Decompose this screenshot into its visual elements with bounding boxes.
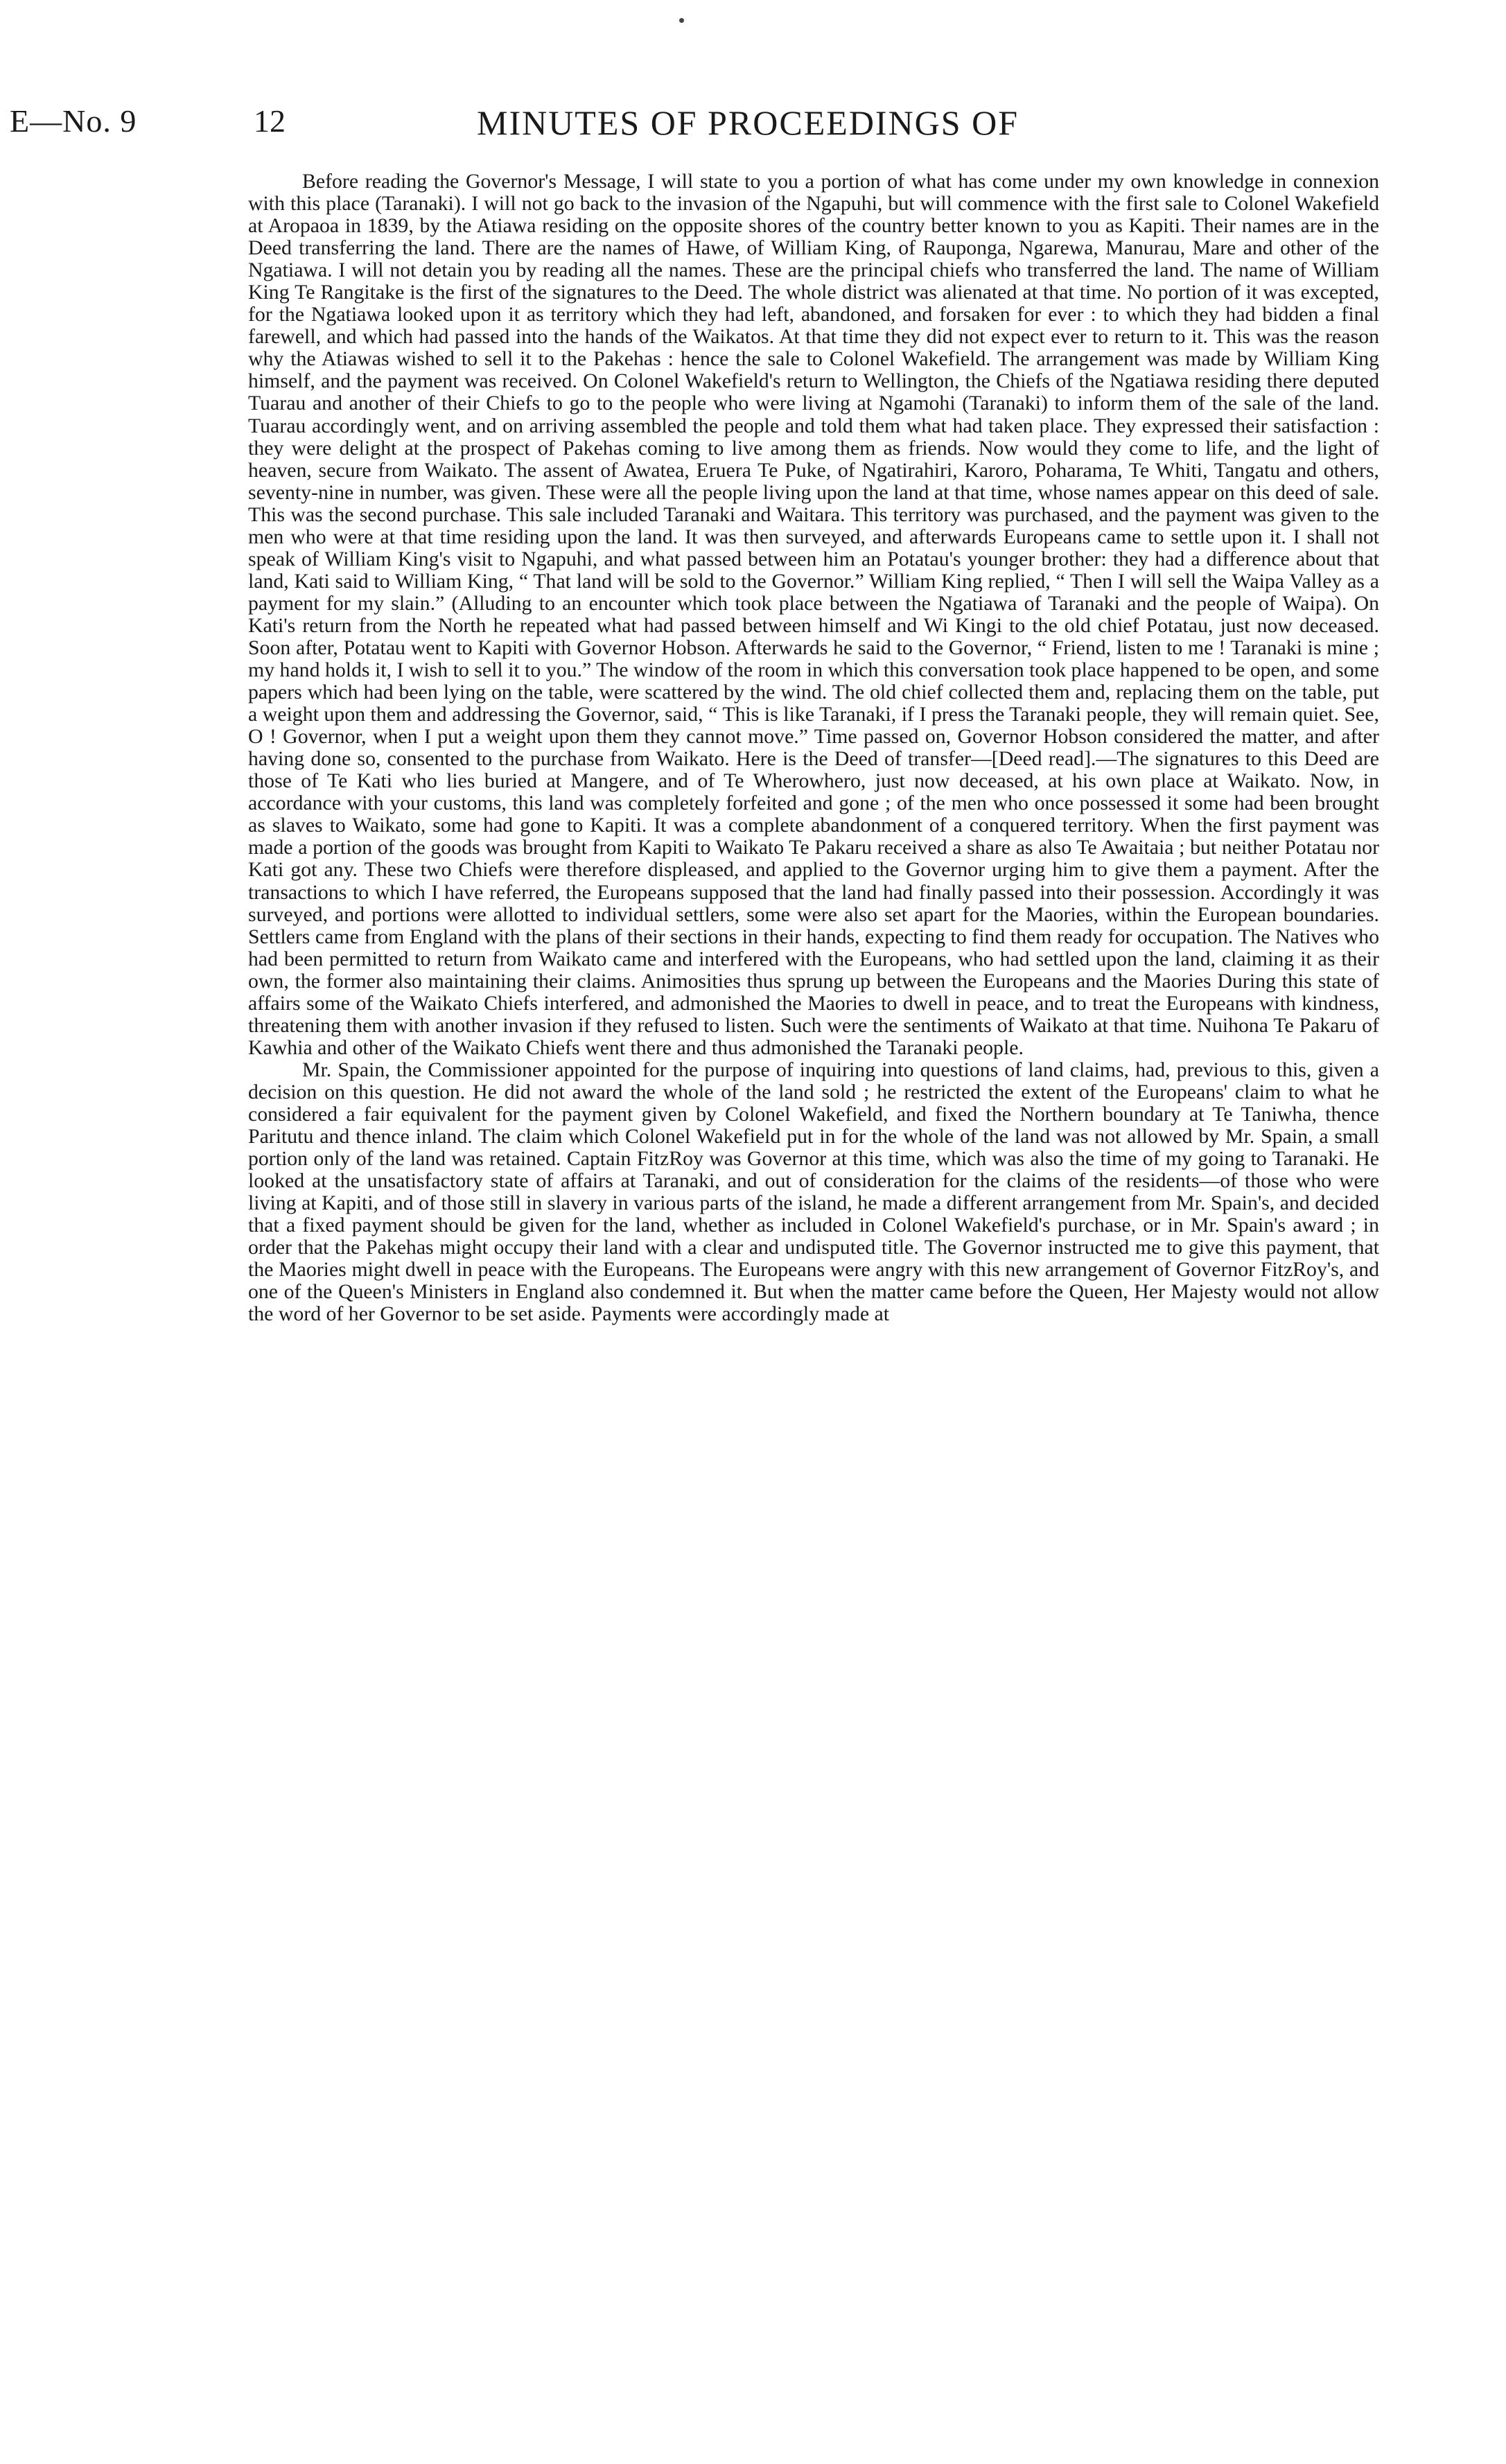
page-number: 12 <box>254 103 286 139</box>
paragraph-2: Mr. Spain, the Commissioner appointed for the purpose of inquiring into questions of land claims, had, previous to this, given a decision on this question. He did not award the whole of the land sold ; he restricted the extent of the Europeans' claim to what he considered a fair equivalent for the payment given by Colonel Wakefield, and fixed the Northern boundary at Te Taniwha, thence Paritutu and thence inland. The claim which Colonel Wakefield put in for the whole of the land was not allowed by Mr. Spain, a small portion only of the land was retained. Captain FitzRoy was Governor at this time, which was also the time of my going to Taranaki. He looked at the unsatisfactory state of affairs at Taranaki, and out of consideration for the claims of the residents—of those who were living at Kapiti, and of those still in slavery in various parts of the island, he made a different arrangement from Mr. Spain's, and decided that a fixed payment should be given for the land, whether as included in Colonel Wakefield's purchase, or in Mr. Spain's award ; in order that the Pakehas might occupy their land with a clear and undisputed title. The Governor instructed me to give this payment, that the Maories might dwell in peace with the Europeans. The Europeans were angry with this new arrangement of Governor FitzRoy's, and one of the Queen's Ministers in England also condemned it. But when the matter came before the Queen, Her Majesty would not allow the word of her Governor to be set aside. Payments were accordingly made at <box>248 1058 1379 1326</box>
running-title: MINUTES OF PROCEEDINGS OF <box>476 103 1019 142</box>
page-header <box>10 103 1486 151</box>
paragraph-1: Before reading the Governor's Message, I will state to you a portion of what has come under my own knowledge in connexion with this place (Taranaki). I will not go back to the invasion of the Ngapuhi, but will commence with the first sale to Colonel Wakefield at Aropaoa in 1839, by the Atiawa residing on the opposite shores of the country better known to you as Kapiti. Their names are in the Deed transferring the land. There are the names of Hawe, of William King, of Rauponga, Ngarewa, Manurau, Mare and other of the Ngatiawa. I will not detain you by reading all the names. These are the principal chiefs who transferred the land. The name of William King Te Rangitake is the first of the signatures to the Deed. The whole district was alienated at that time. No portion of it was excepted, for the Ngatiawa looked upon it as territory which they had left, abandoned, and forsaken for ever : to which they had bidden a final farewell, and which had passed into the hands of the Waikatos. At that time they did not expect ever to return to it. This was the reason why the Atiawas wished to sell it to the Pakehas : hence the sale to Colonel Wakefield. The arrangement was made by William King himself, and the payment was received. On Colonel Wakefield's return to Wellington, the Chiefs of the Ngatiawa residing there deputed Tuarau and another of their Chiefs to go to the people who were living at Ngamohi (Taranaki) to inform them of the sale of the land. Tuarau accordingly went, and on arriving assembled the people and told them what had taken place. They expressed their satisfaction : they were delight at the prospect of Pakehas coming to live among them as friends. Now would they come to life, and the light of heaven, secure from Waikato. The assent of Awatea, Eruera Te Puke, of Ngatirahiri, Karoro, Poharama, Te Whiti, Tangatu and others, seventy-nine in number, was given. These were all the people living upon the land at that time, whose names appear on this deed of sale. This was the second purchase. This sale included Taranaki and Waitara. This territory was purchased, and the payment was given to the men who were at that time residing upon the land. It was then surveyed, and afterwards Europeans came to settle upon it. I shall not speak of William King's visit to Ngapuhi, and what passed between him an Potatau's younger brother: they had a difference about that land, Kati said to William King, “ That land will be sold to the Governor.” William King replied, “ Then I will sell the Waipa Valley as a payment for my slain.” (Alluding to an encounter which took place between the Ngatiawa of Taranaki and the people of Waipa). On Kati's return from the North he repeated what had passed between himself and Wi Kingi to the old chief Potatau, just now deceased. Soon after, Potatau went to Kapiti with Governor Hobson. Afterwards he said to the Governor, “ Friend, listen to me ! Taranaki is mine ; my hand holds it, I wish to sell it to you.” The window of the room in which this conversation took place happened to be open, and some papers which had been lying on the table, were scattered by the wind. The old chief collected them and, replacing them on the table, put a weight upon them and addressing the Governor, said, “ This is like Taranaki, if I press the Taranaki people, they will remain quiet. See, O ! Governor, when I put a weight upon them they cannot move.” Time passed on, Governor Hobson considered the matter, and after having done so, consented to the purchase from Waikato. Here is the Deed of transfer—[Deed read].—The signatures to this Deed are those of Te Kati who lies buried at Mangere, and of Te Wherowhero, just now deceased, at his own place at Waikato. Now, in accordance with your customs, this land was completely forfeited and gone ; of the men who once possessed it some had been brought as slaves to Waikato, some had gone to Kapiti. It was a complete abandonment of a conquered territory. When the first payment was made a portion of the goods was brought from Kapiti to Waikato Te Pakaru received a share as also Te Awaitaia ; but neither Potatau nor Kati got any. These two Chiefs were therefore displeased, and applied to the Governor urging him to give them a payment. After the transactions to which I have referred, the Europeans supposed that the land had finally passed into their possession. Accordingly it was surveyed, and portions were allotted to individual settlers, some were also set apart for the Maories, within the European boundaries. Settlers came from England with the plans of their sections in their hands, expecting to find them ready for occupation. The Natives who had been permitted to return from Waikato came and interfered with the Europeans, who had settled upon the land, claiming it as their own, the former also maintaining their claims. Animosities thus sprung up between the Europeans and the Maories During this state of affairs some of the Waikato Chiefs interfered, and admonished the Maories to dwell in peace, and to treat the Europeans with kindness, threatening them with another invasion if they refused to listen. Such were the sentiments of Waikato at that time. Nuihona Te Pakaru of Kawhia and other of the Waikato Chiefs went there and thus admonished the Taranaki people. <box>248 170 1379 1059</box>
document-reference: E—No. 9 <box>10 103 137 139</box>
body-text <box>248 171 1379 1325</box>
print-speck <box>679 18 684 23</box>
